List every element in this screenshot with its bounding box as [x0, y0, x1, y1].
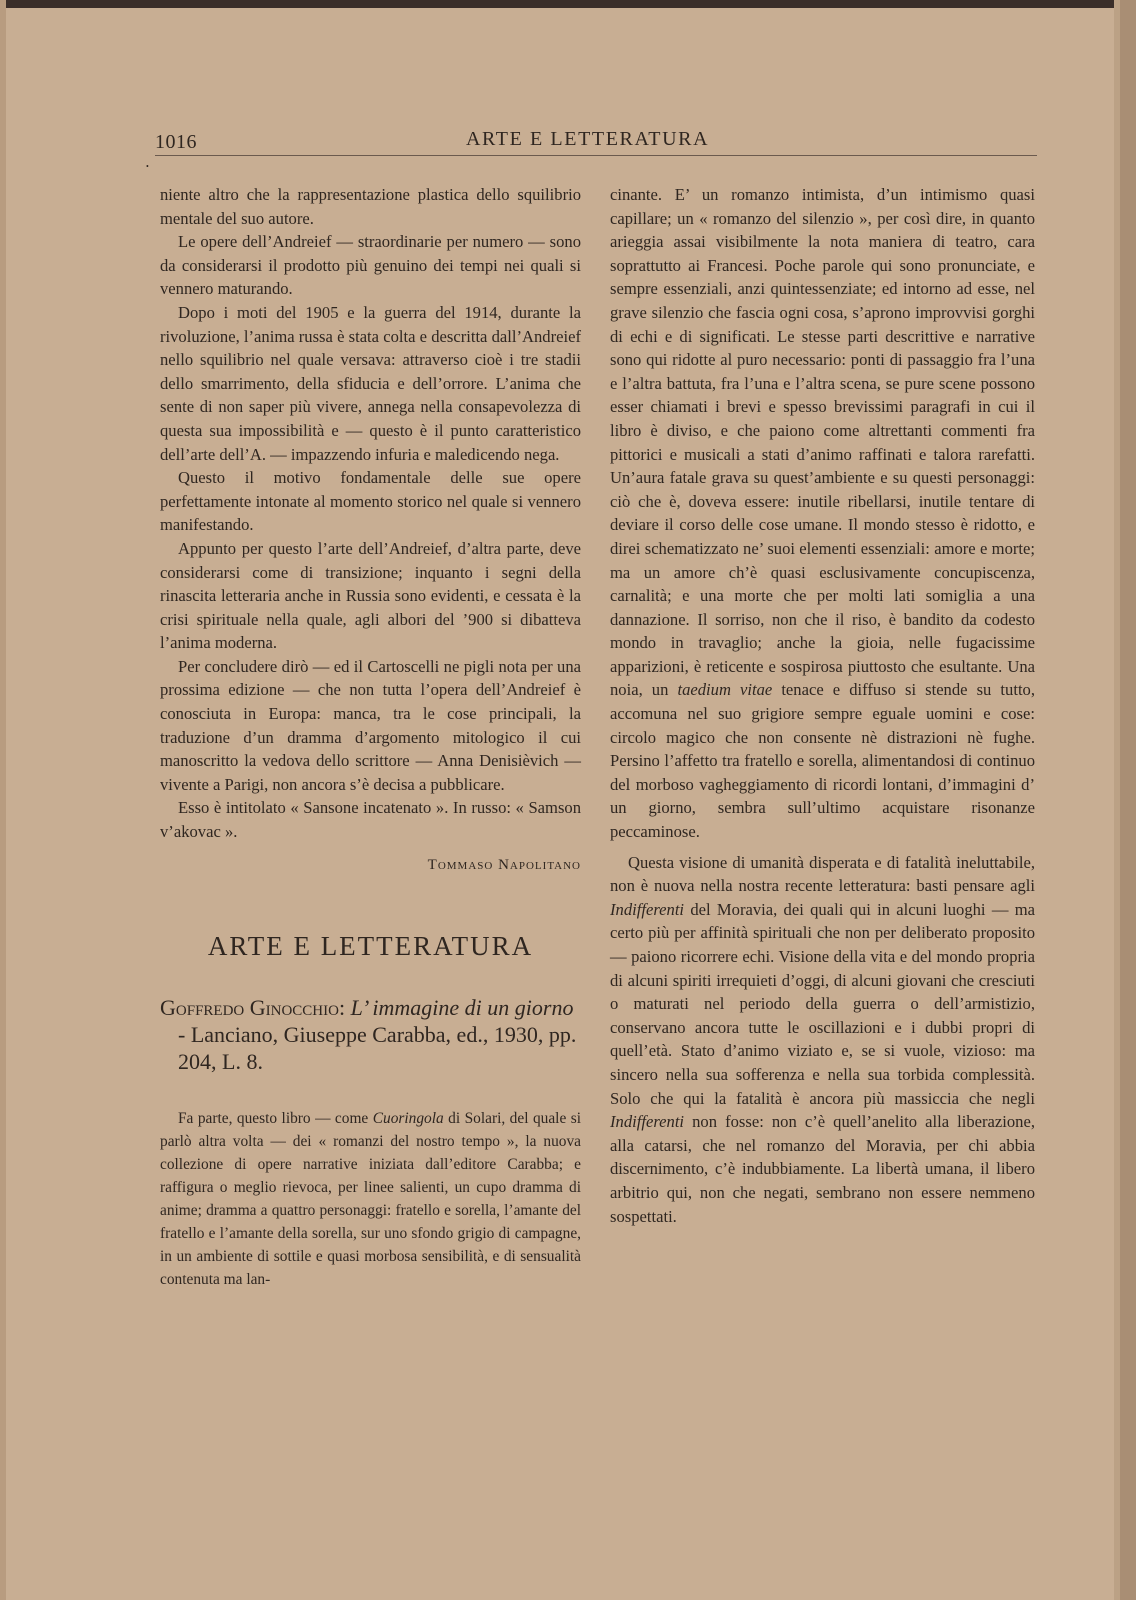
paragraph: Le opere dell’Andreief — straordinarie per numero — sono da considerarsi il prodotto più genuino dei tempi nei quali si vennero maturando.	[160, 232, 581, 299]
right-column	[610, 183, 1035, 1228]
page-number: 1016	[155, 131, 197, 153]
italic-title: Cuoringola	[372, 1110, 444, 1128]
review-paragraph	[160, 1107, 581, 1291]
paragraph	[610, 851, 1035, 1229]
text-run: del Moravia, dei quali qui in alcuni luoghi — ma certo più per affinità spirituali che non per deliberato proposito — paiono ricorrere echi. Visione della vita e del mondo propria di alcuni spiriti irrequieti d’oggi, di alcuni giovani che cresciuti o maturati nel periodo della guerra o dell’armistizio, conservano ancora tutte le oscillazioni e i dubbi propri di quell’età. Stato d’animo viziato e, se si vuole, vizioso: ma sincero nella sua sofferenza e nella sua torbida complessità. Solo che qui la fatalità è ancora più massiccia che negli	[610, 899, 1035, 1108]
review-title: L’ immagine di un giorno	[350, 995, 574, 1021]
paragraph	[610, 183, 1035, 844]
header-rule	[155, 155, 1037, 156]
author-signature: Tommaso Napolitano	[427, 856, 581, 873]
paragraph: Esso è intitolato « Sansone incatenato ». In russo: « Samson v’akovac ».	[160, 798, 581, 842]
text-run: di Solari, del quale si parlò altra volta — dei « romanzi del nostro tempo », la nuova collezione di opere narrative iniziata dall’editore Carabba; e raffigura o meglio rievoca, per linee salienti, un cupo dramma di anime; dramma a quattro personaggi: fratello e sorella, l’amante del fratello e l’amante della sorella, sur uno sfondo grigio di campagne, in un ambiente di sottile e quasi morbosa sensibilità, e di sensualità contenuta ma lan-	[160, 1110, 581, 1289]
scan-right-edge	[1120, 0, 1136, 1600]
text-run: non fosse: non c’è quell’anelito alla liberazione, alla catarsi, che nel romanzo del Moravia, per chi abbia discernimento, c’è indubbiamente. La libertà umana, il libero arbitrio qui, non che negati, sembrano non essere nemmeno sospettati.	[610, 1112, 1035, 1226]
scan-top-edge	[0, 0, 1136, 8]
paragraph: niente altro che la rappresentazione plastica dello squilibrio mentale del suo autore.	[160, 185, 581, 228]
text-run: Fa parte, questo libro — come	[178, 1110, 373, 1128]
text-run: tenace e diffuso si stende su tutto, accomuna nel suo grigiore sempre eguale uomini e cose: circolo magico che non consente nè distrazioni nè fughe. Persino l’affetto tra fratello e sorella, alimentandosi di continuo del morboso vagheggiamento di ricordi lontani, d’immagini d’ un giorno, sembra sull’ultimo acquistare risonanze peccaminose.	[610, 680, 1035, 842]
paragraph: Dopo i moti del 1905 e la guerra del 1914, durante la rivoluzione, l’anima russa è stata colta e descritta dall’Andreief nello squilibrio nel quale versava: attraverso cioè i tre stadii dello smarrimento, della sfiducia e dell’orrore. L’anima che sente di non saper più vivere, annega nella consapevolezza di questa sua impossibilità e — questo è il punto caratteristico dell’arte dell’A. — impazzendo infuria e maledicendo nega.	[160, 302, 581, 464]
paragraph: Appunto per questo l’arte dell’Andreief, d’altra parte, deve considerarsi come di transizione; inquanto i segni della rinascita letteraria anche in Russia sono evidenti, e cessata è la crisi spirituale nella quale, agli albori del ’900 si dibatteva l’anima moderna.	[160, 538, 581, 653]
left-column	[160, 183, 581, 1291]
running-head: ARTE E LETTERATURA	[466, 128, 710, 150]
text-run: Questa visione di umanità disperata e di fatalità ineluttabile, non è nuova nella nostra recente letteratura: basti pensare agli	[610, 852, 1035, 896]
section-title: ARTE E LETTERATURA	[207, 931, 534, 962]
margin-dot: •	[146, 162, 149, 171]
italic-title: Indifferenti	[610, 1112, 685, 1132]
text-run: cinante. E’ un romanzo intimista, d’un intimismo quasi capillare; un « romanzo del silenzio », per così dire, in quanto arieggia assai visibilmente la nota maniera di teatro, cara soprattutto ai Francesi. Poche parole qui sono pronunciate, e sempre essenziali, anzi quintessenziate; ed intorno ad esse, nel grave silenzio che fascia ogni cosa, s’aprono improvvisi gorghi di echi e di significati. Le stesse parti descrittive e narrative sono qui ridotte al puro necessario: ponti di passaggio fra l’una e l’altra battuta, fra l’una e l’altra scena, se pure scene possono esser chiamati i brevi e spesso brevissimi paragrafi in cui il libro è diviso, e che paiono come altrettanti commenti fra pittorici e musicali a stati d’animo raffinati e talora rarefatti. Un’aura fatale grava su quest’ambiente e su questi personaggi: ciò che è, doveva essere: inutile ribellarsi, inutile tentare di deviare il corso delle cose umane. Il mondo stesso è ridotto, e direi schematizzato ne’ suoi elementi essenziali: amore e morte; ma un amore ch’è quasi esclusivamente concupiscenza, carnalità; e una morte che per molti lati somiglia a una dannazione. Il sorriso, non che il riso, è bandito da codesto mondo in travaglio; anche la gioia, nelle fugacissime apparizioni, è reticente e sospirosa piuttosto che esultante. Una noia, un	[610, 185, 1035, 700]
italic-phrase: taedium vitae	[677, 680, 773, 700]
paragraph: Questo il motivo fondamentale delle sue opere perfettamente intonate al momento storico nel quale si vennero manifestando.	[160, 468, 581, 535]
review-author: Goffredo Ginocchio	[160, 995, 339, 1021]
review-publication: - Lanciano, Giuseppe Carabba, ed., 1930, pp. 204, L. 8.	[178, 1022, 577, 1075]
review-heading: Goffredo Ginocchio: L’ immagine di un giorno - Lanciano, Giuseppe Carabba, ed., 1930, pp. 204, L. 8.	[160, 995, 577, 1075]
paragraph: Per concludere dirò — ed il Cartoscelli ne pigli nota per una prossima edizione — che non tutta l’opera dell’Andreief è conosciuta in Europa: manca, tra le cose principali, la traduzione d’un dramma d’argomento mitologico il cui manoscritto la vedova dello scrittore — Anna Denisièvich — vivente a Parigi, non ancora s’è decisa a pubblicare.	[160, 656, 581, 794]
italic-title: Indifferenti	[610, 899, 685, 919]
scan-left-edge	[0, 0, 6, 1600]
